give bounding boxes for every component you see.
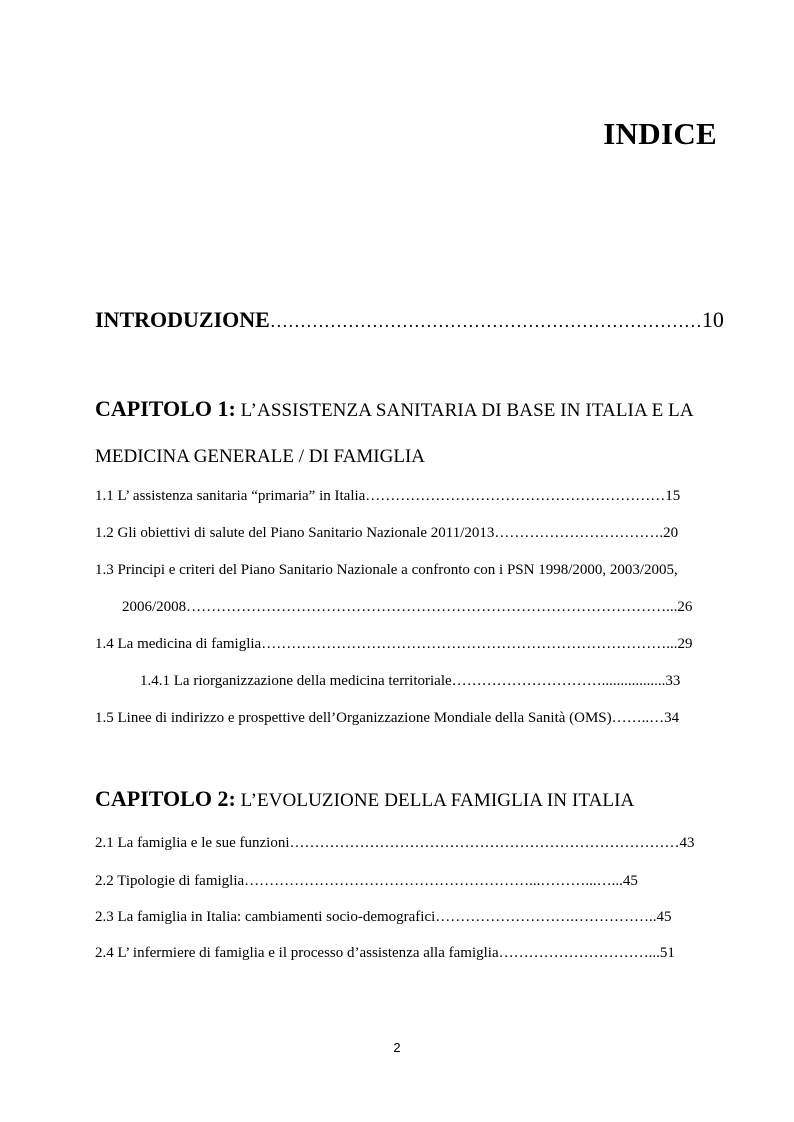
chapter-1-label: CAPITOLO 1: <box>95 396 236 421</box>
toc-entry-1-5[interactable]: 1.5 Linee di indirizzo e prospettive dell’Organizzazione Mondiale della Sanità (OMS)……..…34 <box>95 710 680 726</box>
page-title: INDICE <box>603 116 717 151</box>
toc-introduction[interactable] <box>95 309 724 331</box>
chapter-2-label: CAPITOLO 2: <box>95 786 236 811</box>
chapter-2-title: L’EVOLUZIONE DELLA FAMIGLIA IN ITALIA <box>235 790 635 811</box>
introduction-page: 10 <box>701 307 724 332</box>
toc-entry-1-3-continuation[interactable]: 2006/2008……………………………………………………………………………………...26 <box>122 599 693 615</box>
chapter-1-title-continuation: MEDICINA GENERALE / DI FAMIGLIA <box>95 446 426 467</box>
toc-entry-2-2[interactable]: 2.2 Tipologie di famiglia…………………………………………………...………...…...45 <box>95 873 638 889</box>
toc-entry-2-4[interactable]: 2.4 L’ infermiere di famiglia e il processo d’assistenza alla famiglia…………………………...51 <box>95 945 675 961</box>
toc-entry-2-1[interactable]: 2.1 La famiglia e le sue funzioni……………………………………………………………………43 <box>95 835 695 851</box>
toc-entry-2-3[interactable]: 2.3 La famiglia in Italia: cambiamenti socio-demografici……………………….……………..45 <box>95 909 672 925</box>
toc-entry-1-2[interactable]: 1.2 Gli obiettivi di salute del Piano Sanitario Nazionale 2011/2013…………………………….20 <box>95 525 679 541</box>
toc-entry-1-4-1[interactable]: 1.4.1 La riorganizzazione della medicina territoriale………………………….................33 <box>140 673 681 689</box>
chapter-2-heading[interactable] <box>95 788 634 810</box>
chapter-1-title: L’ASSISTENZA SANITARIA DI BASE IN ITALIA E LA <box>235 400 694 421</box>
toc-entry-1-4[interactable]: 1.4 La medicina di famiglia………………………………………………………………………...29 <box>95 636 693 652</box>
toc-entry-1-3[interactable]: 1.3 Principi e criteri del Piano Sanitario Nazionale a confronto con i PSN 1998/2000, 2003/2005, <box>95 562 678 578</box>
toc-entry-1-1[interactable]: 1.1 L’ assistenza sanitaria “primaria” in Italia……………………………………………………15 <box>95 488 681 504</box>
page-number: 2 <box>393 1040 401 1055</box>
chapter-1-heading[interactable] <box>95 398 694 420</box>
introduction-dots: ……………………………………………………………… <box>269 311 702 331</box>
introduction-label: INTRODUZIONE <box>95 307 270 332</box>
